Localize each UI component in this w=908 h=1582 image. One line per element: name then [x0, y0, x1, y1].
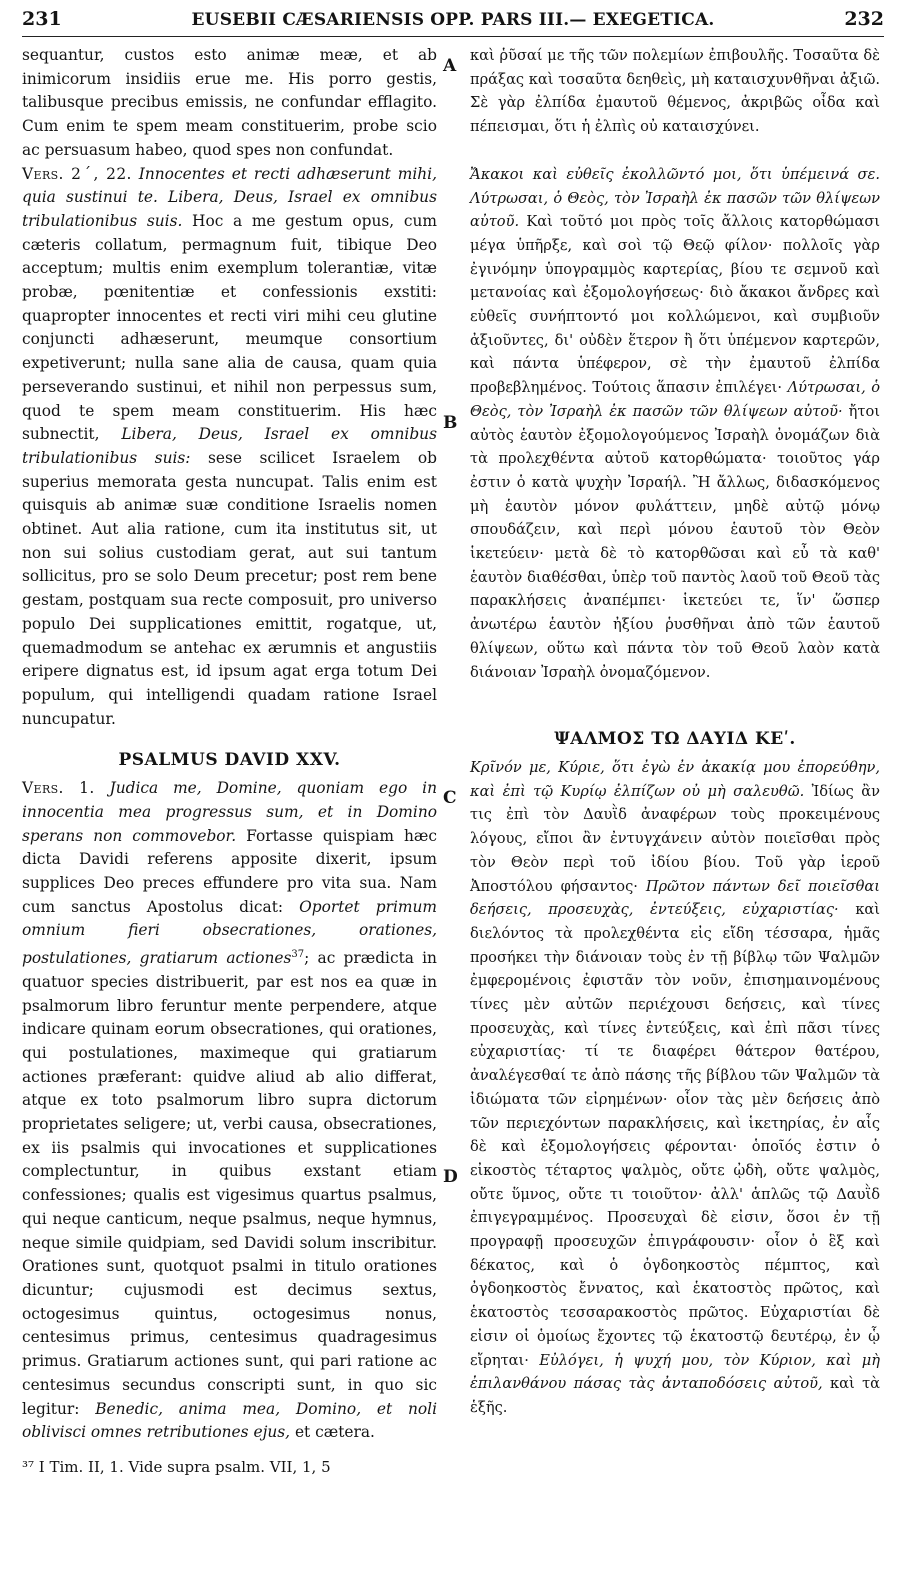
verse-quote: Libera, Deus, Israel ex omnibus tribulationibus suis: [22, 425, 437, 467]
latin-paragraph-3 [22, 777, 437, 1445]
verse-ref: Vers. 2ˊ, 22. [22, 164, 132, 183]
commentary-text: Ἰδίως ἂν τις ἐπὶ τὸν Δαυῒδ ἀναφέρων τοὺς προκειμένους λόγους, εἴποι ἂν ἐντυγχάνειν αὐτὸν ποιεῖσθαι πρὸς τὸν Θεὸν περὶ τοῦ ἰδίου βίου. Τοῦ γὰρ ἱεροῦ Ἀποστόλου φήσαντος· [470, 782, 880, 895]
verse-quote: Judica me, Domine, quoniam ego in innocentia mea progressus sum, et in Domino sperans non commovebor. [22, 779, 437, 845]
commentary-text: Καὶ τοῦτό μοι πρὸς τοῖς ἄλλοις κατορθώμασι μέγα ὑπῆρξε, καὶ σοὶ τῷ Θεῷ φίλον· πολλοῖς γὰρ ἐγινόμην ὑπογραμμὸς καρτερίας, βίου τε σεμνοῦ καὶ μετανοίας καὶ ἐξομολογήσεως· διὸ ἄκακοι ἄνδρες καὶ εὐθεῖς συνήπτοντό μοι κολλώμενοι, καὶ συμβιοῦν ἀξιοῦντες, δι' οὐδὲν ἕτερον ἢ ὅτι ὑπέμενον καρτερῶν, καὶ πάντα ὑπέφερον, σὲ τὴν ἐμαυτοῦ ἐλπίδα προβεβλημένος. Τούτοις ἅπασιν ἐπιλέγει· [470, 213, 881, 397]
greek-paragraph-1: καὶ ῥῦσαί με τῆς τῶν πολεμίων ἐπιβουλῆς. Τοσαῦτα δὲ πράξας καὶ τοσαῦτα δεηθεὶς, μὴ καταισχυνθῆναι ἀξιῶ. Σὲ γὰρ ἐλπίδα ἐμαυτοῦ θέμενος, ἀκριβῶς οἶδα καὶ πέπεισμαι, ὅτι ἡ ἐλπὶς οὐ καταισχύνει. [470, 47, 880, 136]
margin-marker-a: A [443, 56, 457, 76]
commentary-text: ἤτοι αὐτὸς ἑαυτὸν ἐξομολογούμενος Ἰσραὴλ ὀνομάζων διὰ τὰ προλεχθέντα αὐτοῦ κατορθώματα· τοιοῦτος γάρ ἐστιν ὁ κατὰ ψυχὴν Ἰσραήλ. Ἢ ἄλλως, διδασκόμενος μὴ ἑαυτὸν μόνον φυλάττειν, μηδὲ αὐτῷ μόνῳ σπουδάζειν, καὶ περὶ μόνου ἑαυτοῦ τὸν Θεὸν ἱκετεύειν· μετὰ δὲ τὸ κατορθῶσαι καὶ εὖ τὰ καθ' ἑαυτὸν διαθέσθαι, ὑπὲρ τοῦ παντὸς λαοῦ τοῦ Θεοῦ τὰς παρακλήσεις ἀναπέμπει· ἱκετεύει τε, ἵν' ὥσπερ ἀνωτέρω ἑαυτὸν ἠξίου ῥυσθῆναι ἀπὸ τῶν ἑαυτοῦ θλίψεων, οὕτω καὶ πάντα τὸν τοῦ Θεοῦ λαὸν κατὰ διάνοιαν Ἰσραὴλ ὀνομαζόμενον. [470, 402, 880, 681]
latin-paragraph-1: sequantur, custos esto animæ meæ, et ab inimicorum insidiis erue me. His porro gestis, talibusque precibus emissis, ne confundar efflagito. Cum enim te spem meam constituerim, probe scio ac persuasum habeo, quod spes non confundat. [22, 46, 437, 159]
commentary-text: καὶ τὰ ἑξῆς. [470, 1375, 880, 1416]
page-number-right: 232 [844, 8, 884, 30]
greek-paragraph-2 [470, 163, 880, 684]
greek-paragraph-3 [470, 756, 880, 1420]
margin-marker-c: C [443, 788, 457, 808]
commentary-text: Fortasse quispiam hæc dicta Davidi referens apposite dixerit, ipsum supplices Deo preces effundere pro vita sua. Nam cum sanctus Apostolus dicat: [22, 826, 437, 916]
scripture-quote: Benedic, anima mea, Domino, et noli oblivisci omnes retributiones ejus, [22, 1399, 437, 1442]
page-number-left: 231 [22, 8, 62, 30]
psalm-heading-greek: ΨΑΛΜΟΣ ΤΩ ΔΑΥΙΔ ΚΕʹ. [554, 729, 796, 750]
commentary-text: Hoc a me gestum opus, cum cæteris collatum, permagnum fuit, tibique Deo acceptum; multis enim exemplum tolerantiæ, vitæ probæ, pœnitentiæ et confessionis exstiti: quapropter innocentes et recti viri mihi ceu glutine conjuncti adhæserunt, meumque consortium expetiverunt; nulla sane alia de causa, quam quia perseverando sustinui, et nihil non perpessus sum, quod te spem meam constituerim. His hæc subnectit, [22, 211, 437, 444]
scripture-quote: Πρῶτον πάντων δεῖ ποιεῖσθαι δεήσεις, προσευχὰς, ἐντεύξεις, εὐχαριστίας· [470, 877, 880, 919]
margin-marker-d: D [443, 1167, 458, 1187]
running-header [22, 6, 884, 36]
commentary-text: καὶ διελόντος τὰ προλεχθέντα εἰς εἴδη τέσσαρα, ἡμᾶς προσήκει τὴν διάνοιαν τοὺς ἐν τῇ βίβλῳ τῶν Ψαλμῶν ἐμφερομένοις ἐφιστᾶν τὸν νοῦν, ἐπισημαινομένους τίνες μὲν αὐτῶν περιέχουσι δεήσεις, καὶ τίνες προσευχὰς, καὶ τίνες ἐντεύξεις, καὶ ἐπὶ πᾶσι τίνες εὐχαριστίας· τί τε διαφέρει θάτερον θατέρου, ἀναλέγεσθαί τε ἀπὸ πάσης τῆς βίβλου τῶν Ψαλμῶν τὰ ἰδιώματα τῶν εἰρημένων· οἷον τὰς μὲν δεήσεις ἀπὸ τῶν περιεχόντων παρακλήσεις, καὶ ἱκετηρίας, ἐν αἷς δὲ καὶ ἐξομολογήσεις φέρονται· ὁποῖός ἐστιν ὁ εἰκοστὸς τέταρτος ψαλμὸς, οὔτε ᾠδὴ, οὔτε ψαλμὸς, οὔτε ὕμνος, οὔτε τι τοιοῦτον· ἀλλ' ἁπλῶς τῷ Δαυῒδ ἐπιγεγραμμένος. Προσευχαὶ δὲ εἰσιν, ὅσοι ἐν τῇ προγραφῇ προσευχῶν ἐπιγράφουσιν· οἷον ὁ ἓξ καὶ δέκατος, καὶ ὁ ὀγδοηκοστὸς πέμπτος, καὶ ὀγδοηκοστὸς ἔννατος, καὶ ἑκατοστὸς πρῶτος, καὶ ἑκατοστὸς τεσσαρακοστὸς πρῶτος. Εὐχαριστίαι δὲ εἰσιν οἱ ὁμοίως ἔχοντες τῷ ἑκατοστῷ δευτέρῳ, ἐν ᾧ εἴρηται· [470, 901, 881, 1369]
scripture-quote: Εὐλόγει, ἡ ψυχή μου, τὸν Κύριον, καὶ μὴ ἐπιλανθάνου πάσας τὰς ἀνταποδόσεις αὐτοῦ, [470, 1351, 880, 1393]
header-rule [22, 36, 884, 37]
footnote-ref: 37 [291, 949, 305, 961]
running-title: EUSEBII CÆSARIENSIS OPP. PARS III.— EXEGETICA. [191, 10, 715, 30]
verse-quote: Λύτρωσαι, ὁ Θεὸς, τὸν Ἰσραὴλ ἐκ πασῶν τῶν θλίψεων αὐτοῦ· [470, 379, 881, 420]
commentary-text: et cætera. [294, 1423, 375, 1442]
verse-quote: Innocentes et recti adhæserunt mihi, quia sustinui te. Libera, Deus, Israel ex omnibus tribulationibus suis. [22, 164, 437, 230]
verse-quote: Κρῖνόν με, Κύριε, ὅτι ἐγὼ ἐν ἀκακίᾳ μου ἐπορεύθην, καὶ ἐπὶ τῷ Κυρίῳ ἐλπίζων οὐ μὴ σαλευθῶ. [470, 758, 880, 800]
latin-column [22, 44, 437, 1445]
scripture-quote: Oportet primum omnium fieri obsecrationes, orationes, postulationes, gratiarum actiones [22, 897, 437, 968]
commentary-text: ; ac prædicta in quatuor species distribuerit, par est nos ea quæ in psalmorum libro feruntur mente perpendere, atque indicare quinam eorum obsecrationes, qui orationes, qui postulationes, maximeque qui gratiarum actiones præferant: quidve aliud ab alio differat, atque ex toto psalmorum libro supra dictorum proprietates seligere; ut, verbi causa, obsecrationes, ex iis psalmis qui invocationes et supplicationes complectuntur, in quibus exstant etiam confessiones; qualis est vigesimus quartus psalmus, qui neque canticum, neque psalmus, neque hymnus, neque simile quidpiam, sed Davidi solum inscribitur. Orationes sunt, quotquot psalmi in titulo orationes dicuntur; cujusmodi est decimus sextus, octogesimus quintus, octogesimus nonus, centesimus primus, centesimus quadragesimus primus. Gratiarum actiones sunt, qui pari ratione ac centesimus secundus conscripti sunt, in quo sic legitur: [22, 949, 437, 1418]
latin-paragraph-2 [22, 163, 437, 732]
psalm-heading-latin: PSALMUS DAVID XXV. [118, 750, 341, 771]
footnote: ³⁷ I Tim. II, 1. Vide supra psalm. VII, 1, 5 [22, 1458, 331, 1476]
verse-ref: Vers. 1. [22, 779, 95, 798]
margin-marker-b: B [443, 413, 458, 433]
verse-quote: Ἄκακοι καὶ εὐθεῖς ἐκολλῶντό μοι, ὅτι ὑπέμεινά σε. Λύτρωσαι, ὁ Θεὸς, τὸν Ἰσραὴλ ἐκ πασῶν τῶν θλίψεων αὐτοῦ. [470, 165, 880, 231]
commentary-text: sese scilicet Israelem ob superius memorata gesta nuncupat. Talis enim est quisquis ab animæ suæ conditione Israelis nomen obtinet. Aut alia ratione, cum ita institutus sit, ut non sui solius custodiam gerat, aut sui tantum sollicitus, pro se solo Deum precetur; post rem bene gestam, postquam sua recte composuit, pro universo populo Dei supplicationes emittit, rogatque, ut, quemadmodum se antehac ex ærumnis et angustiis eripere dignatus est, id ipsum agat erga totum Dei populum, qui intelligendi quadam ratione Israel nuncupatur. [22, 448, 437, 728]
greek-column [470, 44, 880, 1420]
